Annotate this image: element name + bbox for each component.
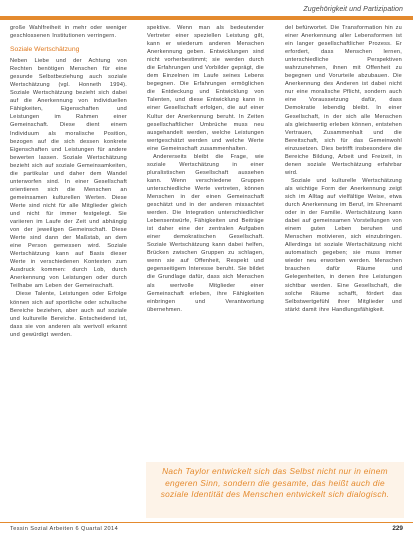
paragraph: Neben Liebe und der Achtung von Rechten benötigen Menschen für eine gesunde Selbstbeziehung auch soziale Wertschätzung (vgl. Honneth 1994). Soziale Wertschätzung bezieht sich dabei auf die Anerkennung von individuellen Fähigkeiten, Eigenschaften und Leistungen im Rahmen einer Gemeinschaft. Diese dient einem Individuum als moralische Position, bezogen auf die sich dessen konkrete Eigenschaften und Leistungen für andere bewerten lassen. Soziale Wertschätzung bezieht sich auf soziale Gemeinsamkeiten, die partikular und daher dem Wandel unterworfen sind. In einer Gesellschaft orientieren sich die Menschen an gemeinsamen kulturellen Werten. Diese Werte sind nicht für alle Mitglieder gleich und nicht für immer festgelegt. Sie variieren im Laufe der Zeit und abhängig von der jeweiligen Gemeinschaft. Diese Werte sind dann der Maßstab, an dem eine Person gemessen wird. Soziale Wertschätzung kann auf Basis dieser Werte in verschiedenen Kontexten zum Ausdruck kommen: durch Lob, durch Anerkennung von Leistungen oder durch Teilhabe am Leben der Gemeinschaft. (10, 58, 127, 290)
text-column-2 (147, 24, 264, 458)
paragraph: spektive. Wenn man als bedeutender Vertreter einer speziellen Leistung gilt, kann er wiederum anderen Menschen Anerkennung geben. Entwicklungen sind nicht vorherbestimmt; sie werden durch die Erfahrungen und Vorbilder geprägt, die dem Einzelnen im Laufe seines Lebens begegnen. Die Erfahrungen ermöglichen die Entdeckung und Entwicklung von Talenten, und diese Entwicklung kann in einer Gesellschaft erfolgen, die auf einer Kultur der Anerkennung beruht. In Zeiten gesellschaftlicher Umbrüche muss neu ausgehandelt werden, welche Leistungen wertgeschätzt werden und welche Werte eine Gemeinschaft zusammenhalten. (147, 25, 264, 152)
header-rule (0, 16, 413, 20)
text-column-3 (285, 24, 402, 458)
pull-quote (146, 462, 404, 518)
paragraph: große Wahlfreiheit in mehr oder weniger geschlossenen Institutionen verringern. (10, 25, 127, 40)
paragraph: Soziale und kulturelle Wertschätzung als wichtige Form der Anerkennung zeigt sich im Alltag auf vielfältige Weise, etwa durch Anerkennung im Beruf, im Ehrenamt oder in der Familie. Wertschätzung kann dabei auf gemeinsamen Vorstellungen von einem guten Leben beruhen und Menschen motivieren, sich einzubringen. Allerdings ist soziale Wertschätzung nicht automatisch gegeben; sie muss immer wieder neu erworben werden. Menschen brauchen dafür Räume und Gelegenheiten, in denen ihre Leistungen sichtbar werden. Eine Gesellschaft, die solche Räume schafft, fördert das Selbstwertgefühl ihrer Mitglieder und stärkt damit ihre Handlungsfähigkeit. (285, 177, 402, 313)
page-number: 229 (392, 525, 403, 532)
header-title: Zugehörigkeit und Partizipation (303, 6, 403, 13)
text-column-1 (10, 24, 127, 518)
paragraph: Diese Talente, Leistungen oder Erfolge können sich auf sportliche oder schulische Bereiche beziehen, aber auch auf soziale und kulturelle Bereiche. Entscheidend ist, dass sie von anderen als wertvoll erkannt und gewürdigt werden. (10, 291, 127, 338)
footer-journal: Tessin Sozial Arbeiten 6 Quartal 2014 (10, 526, 119, 532)
paragraph: Andererseits bleibt die Frage, wie soziale Wertschätzung in einer pluralistischen Gesellschaft aussehen kann. Wenn verschiedene Gruppen unterschiedliche Werte vertreten, können Menschen in der einen Gemeinschaft geschätzt und in der anderen missachtet werden. Die Integration unterschiedlicher Lebensentwürfe, Fähigkeiten und Beiträge ist daher eine der zentralen Aufgaben einer demokratischen Gesellschaft. Soziale Wertschätzung kann dabei helfen, Brücken zwischen Gruppen zu schlagen, wenn sie auf Offenheit, Respekt und gegenseitigem Interesse beruht. Sie bildet die Grundlage dafür, dass sich Menschen als wertvolle Mitglieder einer Gemeinschaft erleben, ihre Fähigkeiten einbringen und Verantwortung übernehmen. (147, 153, 264, 313)
footer-rule (0, 522, 413, 523)
pull-quote-text: Nach Taylor entwickelt sich das Selbst nicht nur in einem engeren Sinn, sondern die gesamte, das heißt auch die soziale Identität des Menschen entwickelt sich dialogisch. (160, 466, 390, 500)
paragraph: del befürwortet. Die Transformation hin zu einer Anerkennung aller Lebensformen ist ein langer gesellschaftlicher Prozess. Er erfordert, dass Menschen lernen, unterschiedliche Perspektiven wahrzunehmen, ihnen mit Offenheit zu begegnen und Vorurteile abzubauen. Die Anerkennung des Anderen ist dabei nicht nur eine moralische Pflicht, sondern auch eine Voraussetzung dafür, dass Demokratie lebendig bleibt. In einer Gesellschaft, in der sich alle Menschen als gleichwertig erleben können, entstehen Vertrauen, Zusammenhalt und die Bereitschaft, sich für das Gemeinwohl einzusetzen. Dies betrifft insbesondere die Bereiche Bildung, Arbeit und Freizeit, in denen soziale Wertschätzung erfahrbar wird. (285, 25, 402, 176)
section-heading: Soziale Wertschätzung (10, 46, 80, 54)
